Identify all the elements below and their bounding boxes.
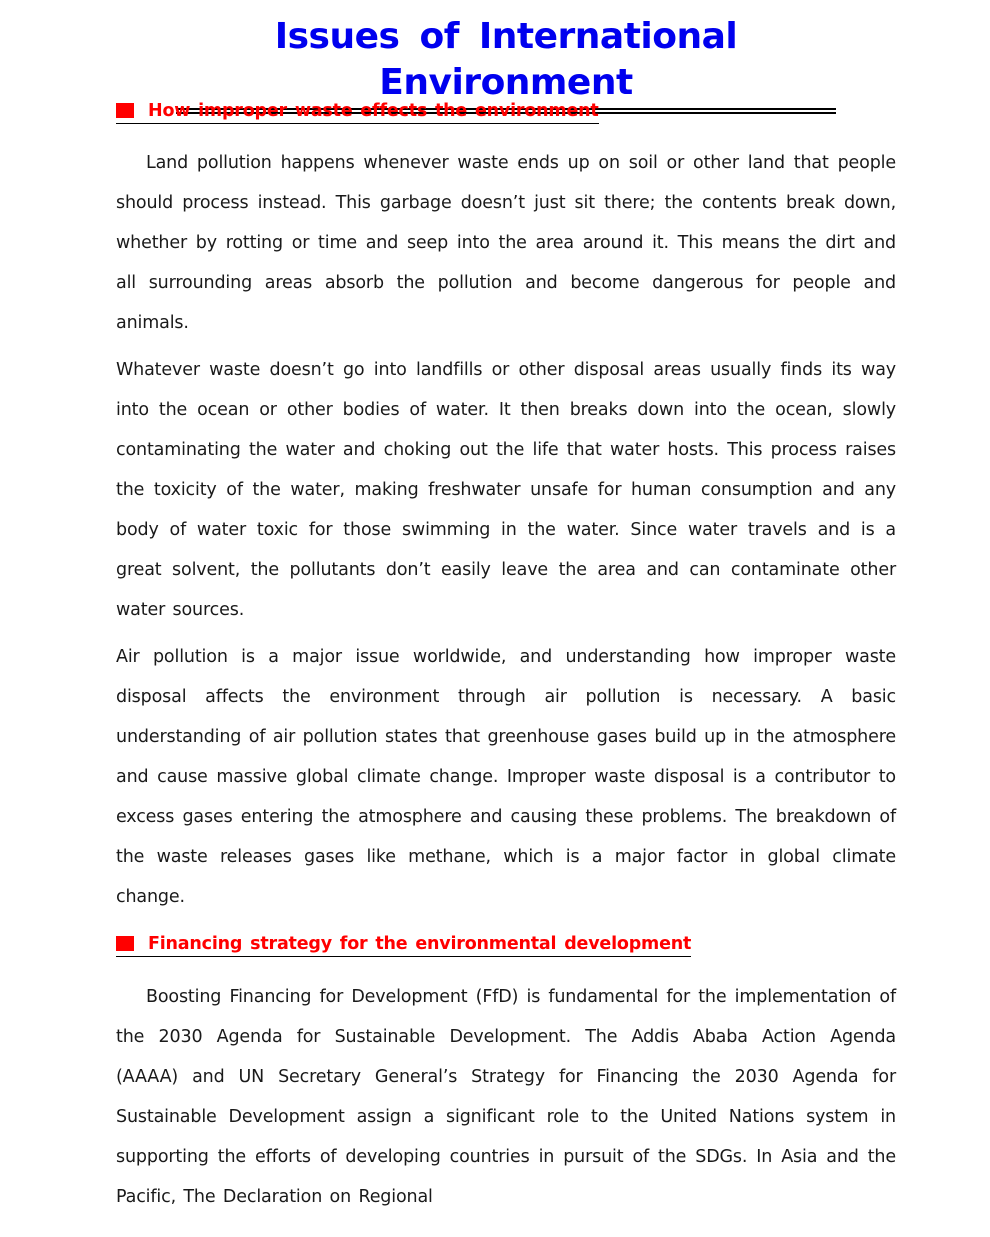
section-heading-waste (116, 100, 599, 124)
red-square-bullet-icon (116, 103, 134, 118)
title-container (176, 14, 836, 114)
red-square-bullet-icon (116, 936, 134, 951)
paragraph-water-pollution: Whatever waste doesn’t go into landfills or other disposal areas usually finds its way into the ocean or other bodies of water. It then breaks down into the ocean, slowly contaminating the water and choking out the life that water hosts. This process raises the toxicity of the water, making freshwater unsafe for human consumption and any body of water toxic for those swimming in the water. Since water travels and is a great solvent, the pollutants don’t easily leave the area and can contaminate other water sources. (116, 360, 896, 620)
paragraph-land-pollution: Land pollution happens whenever waste ends up on soil or other land that people should process instead. This garbage doesn’t just sit there; the contents break down, whether by rotting or time and seep into the area around it. This means the dirt and all surrounding areas absorb the pollution and become dangerous for people and animals. (116, 153, 896, 333)
paragraph-air-pollution: Air pollution is a major issue worldwide, and understanding how improper waste disposal affects the environment through air pollution is necessary. A basic understanding of air pollution states that greenhouse gases build up in the atmosphere and cause massive global climate change. Improper waste disposal is a contributor to excess gases entering the atmosphere and causing these problems. The breakdown of the waste releases gases like methane, which is a major factor in global climate change. (116, 647, 896, 907)
section-heading-text: Financing strategy for the environmental development (148, 934, 692, 954)
page-title: Issues of International Environment (176, 14, 836, 114)
paragraph-financing: Boosting Financing for Development (FfD) is fundamental for the implementation of the 2030 Agenda for Sustainable Development. The Addis Ababa Action Agenda (AAAA) and UN Secretary General’s Strategy for Financing the 2030 Agenda for Sustainable Development assign a significant role to the United Nations system in supporting the efforts of developing countries in pursuit of the SDGs. In Asia and the Pacific, The Declaration on Regional (116, 987, 896, 1207)
section-heading-financing (116, 933, 691, 957)
section-heading-text: How improper waste effects the environment (148, 101, 599, 121)
